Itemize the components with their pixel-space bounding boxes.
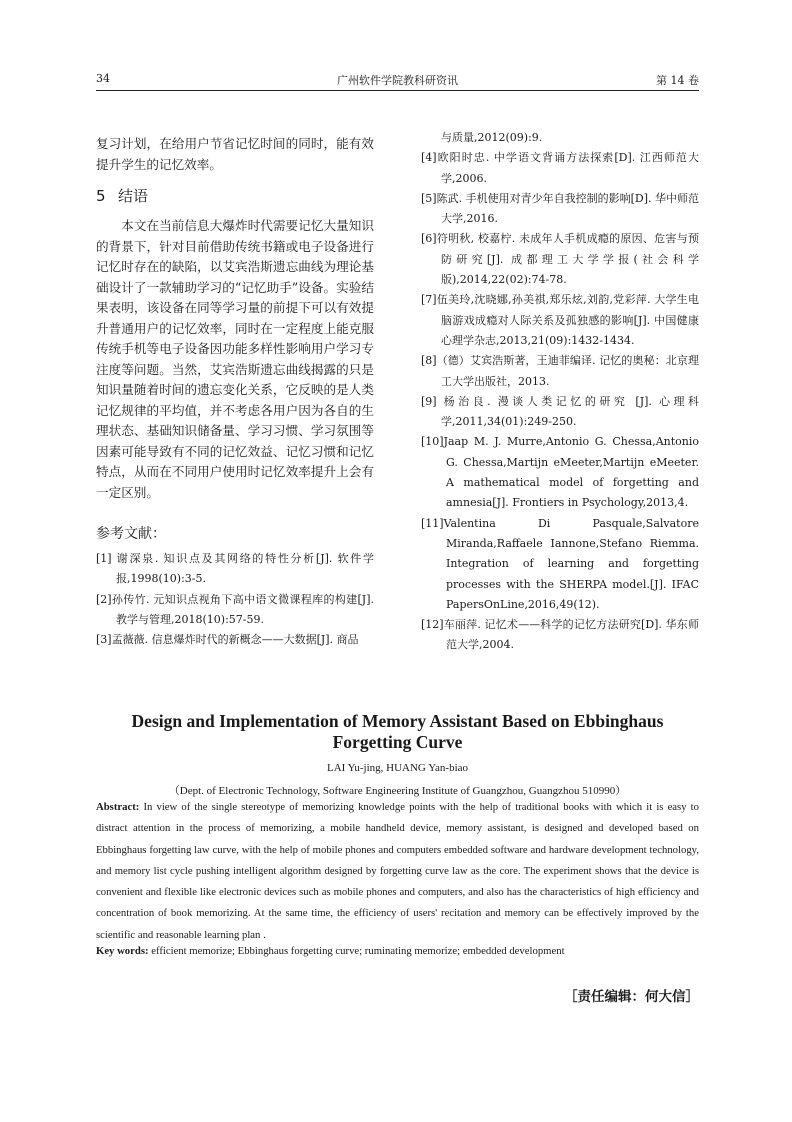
section-heading [96,185,374,206]
abstract-label: Abstract: [96,801,140,813]
english-affiliation: （Dept. of Electronic Technology, Software Engineering Institute of Guangzhou, Guangzhou 510990） [168,785,627,797]
reference-item: [7]伍美玲,沈晓娜,孙美祺,郑乐炫,刘韵,党彩萍. 大学生电脑游戏成瘾对人际关系及孤独感的影响[J]. 中国健康心理学杂志,2013,21(09):1432-1434. [421,293,699,347]
volume-label: 第 14 卷 [656,74,699,87]
section-number: 5 [96,187,106,205]
reference-continuation: 与质量,2012(09):9. [441,131,543,144]
right-column [421,128,699,656]
english-title: Design and Implementation of Memory Assistant Based on Ebbinghaus Forgetting Curve [131,711,664,752]
reference-item: [8]（德）艾宾浩斯著，王迪菲编译. 记忆的奥秘：北京理工大学出版社，2013. [421,354,699,388]
abstract-text: In view of the single stereotype of memorizing knowledge points with the help of traditional books with which it is easy to distract attention in the process of memorizing, a mobile handheld device, memory assistant, is designed and developed based on Ebbinghaus forgetting law curve, with the help of mobile phones and computers embedded software and hardware development technology, and memory list cycle pushing intelligent algorithm designed by forgetting curve law as the core. The experiment shows that the device is convenient and flexible like electronic devices such as mobile phones and computers, and also has the characteristics of high efficiency and concentration of book memorizing. At the same time, the efficiency of users' recitation and memory can be effectively improved by the scientific and reasonable learning plan . [96,801,699,941]
left-column [96,134,374,650]
page-header [96,70,699,91]
keywords-text: efficient memorize; Ebbinghaus forgetting curve; ruminating memorize; embedded development [148,945,565,957]
reference-item: [4]欧阳时忠. 中学语文背诵方法探索[D]. 江西师范大学,2006. [421,151,699,185]
english-abstract [96,797,699,946]
reference-item: [6]符明秋, 校嘉柠. 未成年人手机成瘾的原因、危害与预防研究[J]. 成都理工大学学报(社会科学版),2014,22(02):74-78. [421,232,699,287]
reference-item: [12]车丽萍. 记忆术——科学的记忆方法研究[D]. 华东师范大学,2004. [421,618,699,652]
section-title: 结语 [118,187,149,205]
reference-item: [11]Valentina Di Pasquale,Salvatore Miranda,Raffaele Iannone,Stefano Riemma. Integration of learning and forgetting processes with the SHERPA model.[J]. IFAC PapersOnLine,2016,49(12). [421,516,699,611]
references-heading: 参考文献： [96,526,166,542]
keywords-label: Key words: [96,945,149,957]
journal-title: 广州软件学院教科研资讯 [337,74,458,87]
conclusion-paragraph: 本文在当前信息大爆炸时代需要记忆大量知识的背景下，针对目前借助传统书籍或电子设备进行记忆时存在的缺陷，以艾宾浩斯遗忘曲线为理论基础设计了一款辅助学习的“记忆助手”设备。实验结果表明，该设备在同等学习量的前提下可以有效提升普通用户的记忆效率，同时在一定程度上能克服传统手机等电子设备因功能多样性影响用户学习专注度等问题。当然，艾宾浩斯遗忘曲线揭露的只是知识量随着时间的遗忘变化关系，它反映的是人类记忆规律的平均值，并不考虑各用户因为各自的生理状态、基础知识储备量、学习习惯、学习氛围等因素可能导致有不同的记忆效益、记忆习惯和记忆特点，从而在不同用户使用时记忆效率提升上会有一定区别。 [96,218,374,500]
reference-item: [3]孟薇薇. 信息爆炸时代的新概念——大数据[J]. 商品 [96,633,359,647]
page-number: 34 [96,72,110,85]
english-keywords [96,941,699,962]
reference-item: [9] 杨治良. 漫谈人类记忆的研究 [J]. 心理科学,2011,34(01):249-250. [421,394,699,429]
intro-paragraph: 复习计划，在给用户节省记忆时间的同时，能有效提升学生的记忆效率。 [96,136,374,172]
reference-item: [1] 谢深泉. 知识点及其网络的特性分析[J]. 软件学报,1998(10):3-5. [96,552,374,586]
reference-item: [10]Jaap M. J. Murre,Antonio G. Chessa,Antonio G. Chessa,Martijn eMeeter,Martijn eMeeter. A mathematical model of forgetting and amnesia[J]. Frontiers in Psychology,2013,4. [421,435,699,510]
reference-item: [2]孙传竹. 元知识点视角下高中语文微课程库的构建[J]. 教学与管理,2018(10):57-59. [96,592,374,626]
reference-item: [5]陈武. 手机使用对青少年自我控制的影响[D]. 华中师范大学,2016. [421,191,699,226]
editor-note: ［责任编辑：何大信］ [564,989,699,1005]
english-authors: LAI Yu-jing, HUANG Yan-biao [326,762,469,774]
